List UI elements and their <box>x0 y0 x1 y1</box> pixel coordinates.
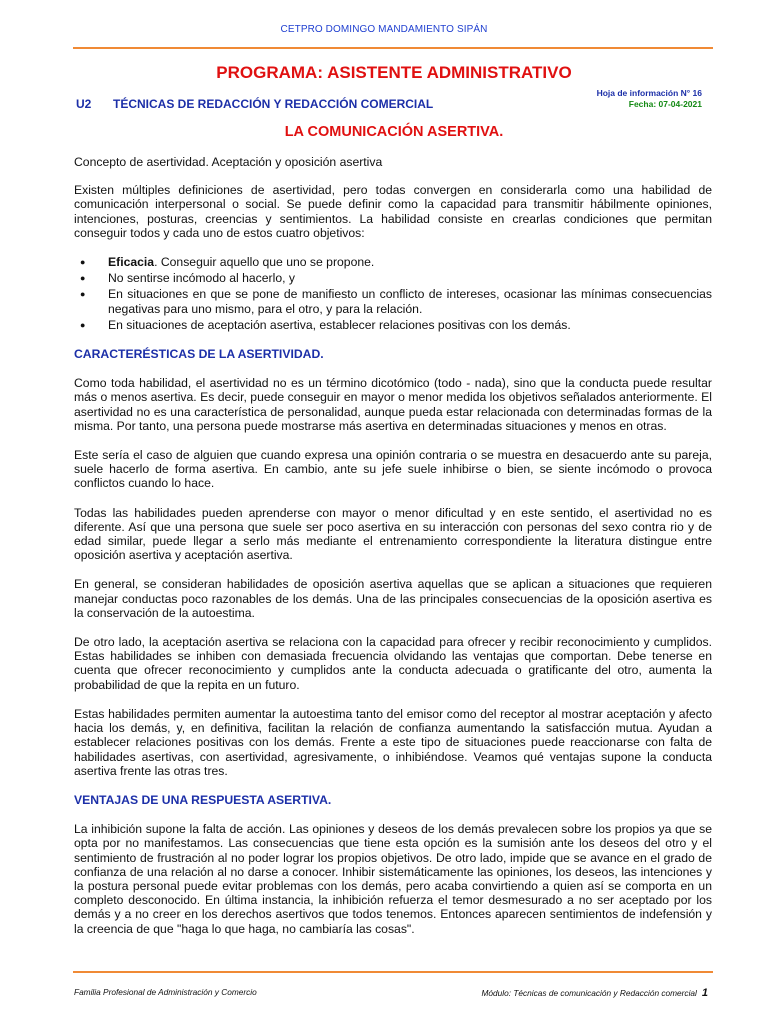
list-item-text: En situaciones de aceptación asertiva, establecer relaciones positivas con los demás. <box>108 317 571 332</box>
page-header: CETPRO DOMINGO MANDAMIENTO SIPÁN <box>280 24 488 35</box>
document-body <box>74 155 712 936</box>
paragraph: De otro lado, la aceptación asertiva se relaciona con la capacidad para ofrecer y recibir reconocimiento y cumplidos. Estas habilidades se inhiben con demasiada frecuencia olvidando las ventajas que comportan. Debe tenerse en cuenta que ofrecer reconocimiento y cumplidos ante la conducta adecuada o gratificante del otro, aumenta la probabilidad de que la repita en un futuro. <box>74 635 712 692</box>
bullet-icon: ● <box>80 257 86 268</box>
unit-code: U2 <box>76 97 92 111</box>
list-item <box>74 318 712 332</box>
paragraph: Todas las habilidades pueden aprenderse con mayor o menor dificultad y en este sentido, el asertividad no es diferente. Así que una persona que suele ser poco asertiva en su interacción con personas del sexo contra rio y de edad similar, puede llegar a serlo más mediante el entrenamiento correspondiente la literatura distingue entre oposición asertiva y aceptación asertiva. <box>74 505 712 563</box>
paragraph-intro: Existen múltiples definiciones de asertividad, pero todas convergen en considerarla como una habilidad de comunicación interpersonal o social. Se puede definir como la capacidad para transmitir hábilmente opiniones, intenciones, posturas, creencias y sentimientos. La habilidad consiste en crearlas condiciones que permitan conseguir todos y cada uno de estos cuatro objetivos: <box>74 183 712 240</box>
bullet-icon: ● <box>80 319 86 330</box>
footer-right <box>482 987 708 999</box>
paragraph: Como toda habilidad, el asertividad no es un término dicotómico (todo - nada), sino que la conducta puede resultar más o menos asertiva. Es decir, puede conseguir en mayor o menor medida los objetivos señalados anteriormente. El asertividad no es una característica de personalidad, aunque pueda estar relacionada con determinadas formas de la misma. Por tanto, una persona puede mostrarse más asertiva en determinadas situaciones y menos en otras. <box>74 376 712 433</box>
unit-line <box>76 97 433 111</box>
footer-module: Módulo: Técnicas de comunicación y Redacción comercial <box>481 988 697 998</box>
document-title: LA COMUNICACIÓN ASERTIVA. <box>284 124 504 140</box>
list-item <box>74 255 712 269</box>
paragraph: Este sería el caso de alguien que cuando expresa una opinión contraria o se muestra en desacuerdo ante su pareja, suele hacerlo de forma asertiva. En cambio, ante su jefe suele inhibirse o bien, se siente incómodo o provoca conflictos cuando lo hace. <box>74 448 712 491</box>
list-item <box>74 271 712 285</box>
footer-divider <box>73 971 713 973</box>
program-title: PROGRAMA: ASISTENTE ADMINISTRATIVO <box>216 63 572 82</box>
paragraph: Estas habilidades permiten aumentar la autoestima tanto del emisor como del receptor al mostrar aceptación y afecto hacia los demás, y, en definitiva, facilitan la relación de confianza aumentando la satisfacción mutua. Ayudan a establecer relaciones positivas con los demás. Frente a este tipo de situaciones puede reaccionarse con falta de habilidades asertivas, con asertividad, agresivamente, o inhibiéndose. Veamos qué ventajas supone la conducta asertiva frente las otras tres. <box>74 706 712 778</box>
footer-left: Familia Profesional de Administración y Comercio <box>74 987 257 997</box>
paragraph: La inhibición supone la falta de acción. Las opiniones y deseos de los demás prevalecen sobre los propios ya que se opta por no manifestamos. Las consecuencias que tiene esta opción es la sumisión ante los deseos del otro y el sentimiento de frustración al no poder lograr los propios objetivos. De otro lado, impide que se avance en el grado de confianza de una relación al no darse a conocer. Inhibir sistemáticamente las opiniones, los deseos, las intenciones y la postura personal puede evitar problemas con los demás, pero acaba convirtiendo a quien así se comporta en un completo desconocido. En última instancia, la inhibición refuerza el temor desmesurado a no ser aceptado por los demás y a no creer en los derechos asertivos que todos tenemos. Entonces aparecen sentimientos de indefensión y la creencia de que "haga lo que haga, no cambiaría las cosas". <box>74 822 712 936</box>
list-item-bold: Eficacia <box>108 255 155 270</box>
list-item <box>74 287 712 315</box>
info-date: Fecha: 07-04-2021 <box>628 98 702 109</box>
info-sheet-number: Hoja de información N° 16 <box>596 88 702 98</box>
info-box <box>560 88 702 109</box>
list-item-text: No sentirse incómodo al hacerlo, y <box>108 271 295 286</box>
page-footer <box>74 987 708 997</box>
list-item-text: En situaciones en que se pone de manifiesto un conflicto de intereses, ocasionar las mínimas consecuencias negativas para uno mismo, para el otro, y para la relación. <box>108 287 712 316</box>
header-divider <box>73 47 713 49</box>
subtitle: Concepto de asertividad. Aceptación y oposición asertiva <box>74 155 383 169</box>
bullet-icon: ● <box>80 273 86 284</box>
paragraph: En general, se consideran habilidades de oposición asertiva aquellas que se aplican a situaciones que requieren manejar conductas poco razonables de los demás. Una de las principales consecuencias de la oposición asertiva es la conservación de la autoestima. <box>74 577 712 620</box>
section-heading-ventajas: VENTAJAS DE UNA RESPUESTA ASERTIVA. <box>74 792 332 807</box>
section-heading-caracteristicas: CARACTERÉSTICAS DE LA ASERTIVIDAD. <box>74 347 324 362</box>
page-number: 1 <box>701 987 708 999</box>
unit-title: TÉCNICAS DE REDACCIÓN Y REDACCIÓN COMERCIAL <box>113 97 434 111</box>
bullet-icon: ● <box>80 289 86 300</box>
objectives-list <box>74 255 712 332</box>
list-item-text: . Conseguir aquello que uno se propone. <box>154 255 375 270</box>
